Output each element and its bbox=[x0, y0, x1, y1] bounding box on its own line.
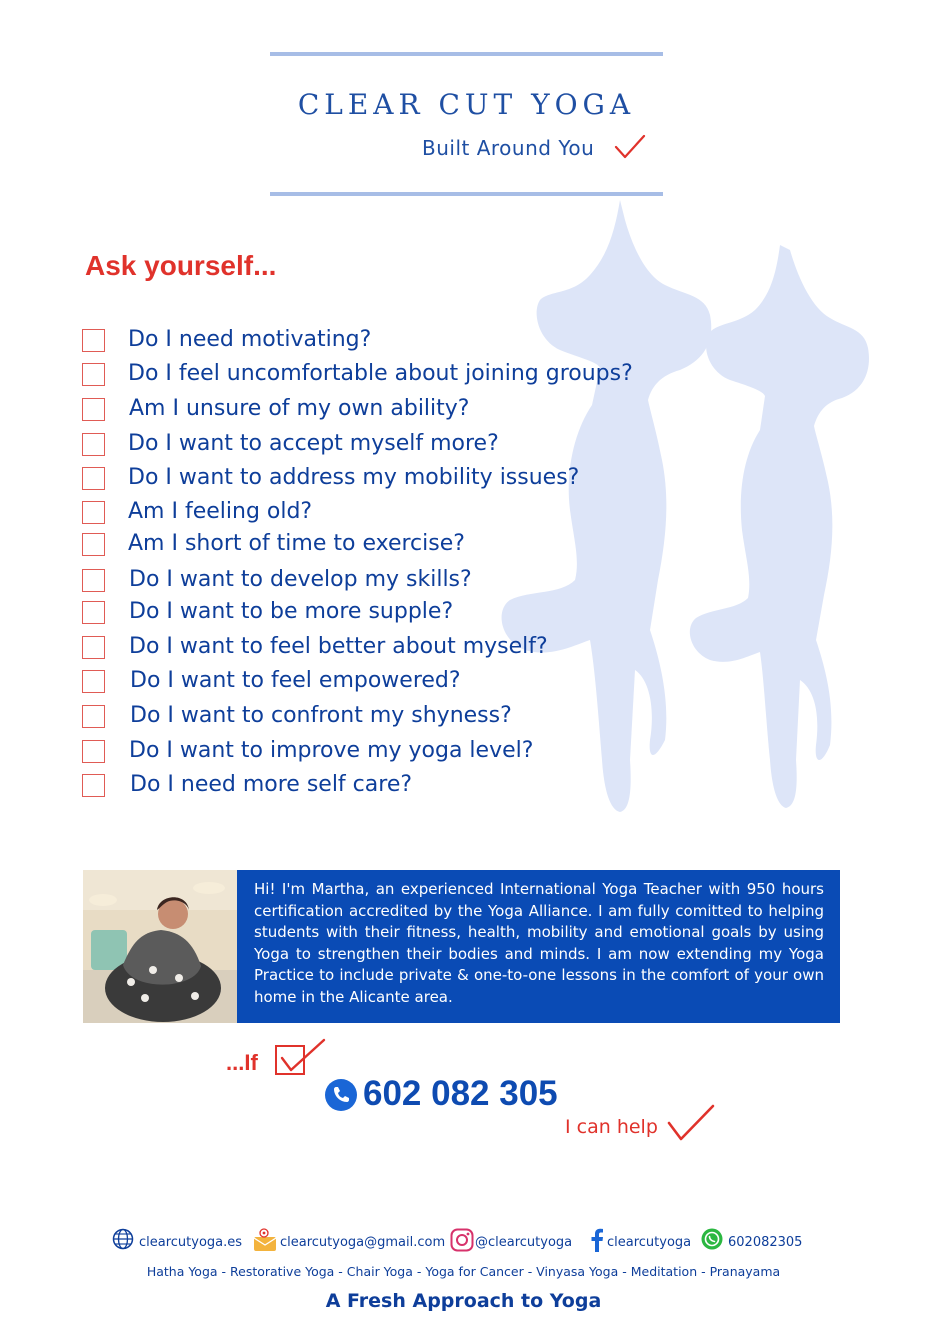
question-text: Do I want to develop my skills? bbox=[129, 567, 472, 592]
checkbox[interactable] bbox=[82, 363, 105, 386]
whatsapp-icon bbox=[700, 1228, 724, 1252]
ask-yourself-heading: Ask yourself... bbox=[85, 250, 277, 281]
facebook-icon bbox=[590, 1228, 604, 1252]
question-text: Do I want to be more supple? bbox=[129, 599, 454, 624]
checkbox[interactable] bbox=[82, 705, 105, 728]
phone-number[interactable]: 602 082 305 bbox=[363, 1074, 558, 1113]
checkbox[interactable] bbox=[82, 636, 105, 659]
contact-bar bbox=[112, 1225, 812, 1259]
brand-tagline: Built Around You bbox=[422, 136, 595, 160]
checkbox[interactable] bbox=[82, 601, 105, 624]
globe-icon bbox=[112, 1228, 134, 1250]
if-label: ...If bbox=[226, 1050, 258, 1075]
checkbox[interactable] bbox=[82, 740, 105, 763]
email-text: clearcutyoga@gmail.com bbox=[280, 1235, 446, 1250]
question-text: Am I short of time to exercise? bbox=[128, 531, 465, 556]
footer-tagline: A Fresh Approach to Yoga bbox=[325, 1290, 602, 1312]
checkbox[interactable] bbox=[82, 533, 105, 556]
checkbox[interactable] bbox=[82, 670, 105, 693]
question-text: Do I need motivating? bbox=[128, 327, 372, 352]
checkbox[interactable] bbox=[82, 398, 105, 421]
question-text: Do I want to confront my shyness? bbox=[130, 703, 512, 728]
brand-name: CLEAR CUT YOGA bbox=[297, 88, 636, 121]
question-text: Do I want to accept myself more? bbox=[128, 431, 499, 456]
checkbox[interactable] bbox=[82, 501, 105, 524]
question-text: Do I want to feel empowered? bbox=[130, 668, 461, 693]
question-text: Do I want to improve my yoga level? bbox=[129, 738, 534, 763]
help-text: I can help bbox=[565, 1116, 658, 1138]
help-check-icon bbox=[666, 1103, 716, 1143]
checked-box-icon bbox=[274, 1038, 328, 1078]
mail-icon bbox=[253, 1228, 277, 1252]
bio-panel bbox=[83, 870, 840, 1023]
question-text: Do I want to feel better about myself? bbox=[129, 634, 548, 659]
checkbox[interactable] bbox=[82, 329, 105, 352]
header-rule-top bbox=[270, 52, 663, 56]
whatsapp-text: 602082305 bbox=[728, 1235, 803, 1250]
header-rule-bottom bbox=[270, 192, 663, 196]
bio-text: Hi! I'm Martha, an experienced International Yoga Teacher with 950 hours certification accredited by the Yoga Alliance. I am fully comitted to helping students with their fitness, health, mobility and emotional goals by using Yoga to strengthen their bodies and minds. I am now extending my Yoga Practice to include private & one-to-one lessons in the comfort of your own home in the Alicante area. bbox=[254, 880, 824, 1006]
question-text: Do I need more self care? bbox=[130, 772, 413, 797]
checkbox[interactable] bbox=[82, 467, 105, 490]
question-text: Do I feel uncomfortable about joining groups? bbox=[128, 361, 633, 386]
question-text: Am I unsure of my own ability? bbox=[129, 396, 470, 421]
instagram-icon bbox=[450, 1228, 474, 1252]
yoga-silhouette-illustration bbox=[480, 200, 920, 820]
teacher-photo bbox=[83, 870, 237, 1023]
tagline-check-icon bbox=[614, 134, 646, 160]
checkbox[interactable] bbox=[82, 569, 105, 592]
question-text: Do I want to address my mobility issues? bbox=[128, 465, 580, 490]
question-text: Am I feeling old? bbox=[128, 499, 313, 524]
website-text: clearcutyoga.es bbox=[139, 1235, 243, 1250]
checkbox[interactable] bbox=[82, 433, 105, 456]
checkbox[interactable] bbox=[82, 774, 105, 797]
facebook-text: clearcutyoga bbox=[607, 1235, 692, 1250]
services-list: Hatha Yoga - Restorative Yoga - Chair Yoga - Yoga for Cancer - Vinyasa Yoga - Meditation - Pranayama bbox=[146, 1264, 781, 1279]
instagram-text: @clearcutyoga bbox=[475, 1235, 573, 1250]
phone-icon bbox=[325, 1079, 357, 1111]
